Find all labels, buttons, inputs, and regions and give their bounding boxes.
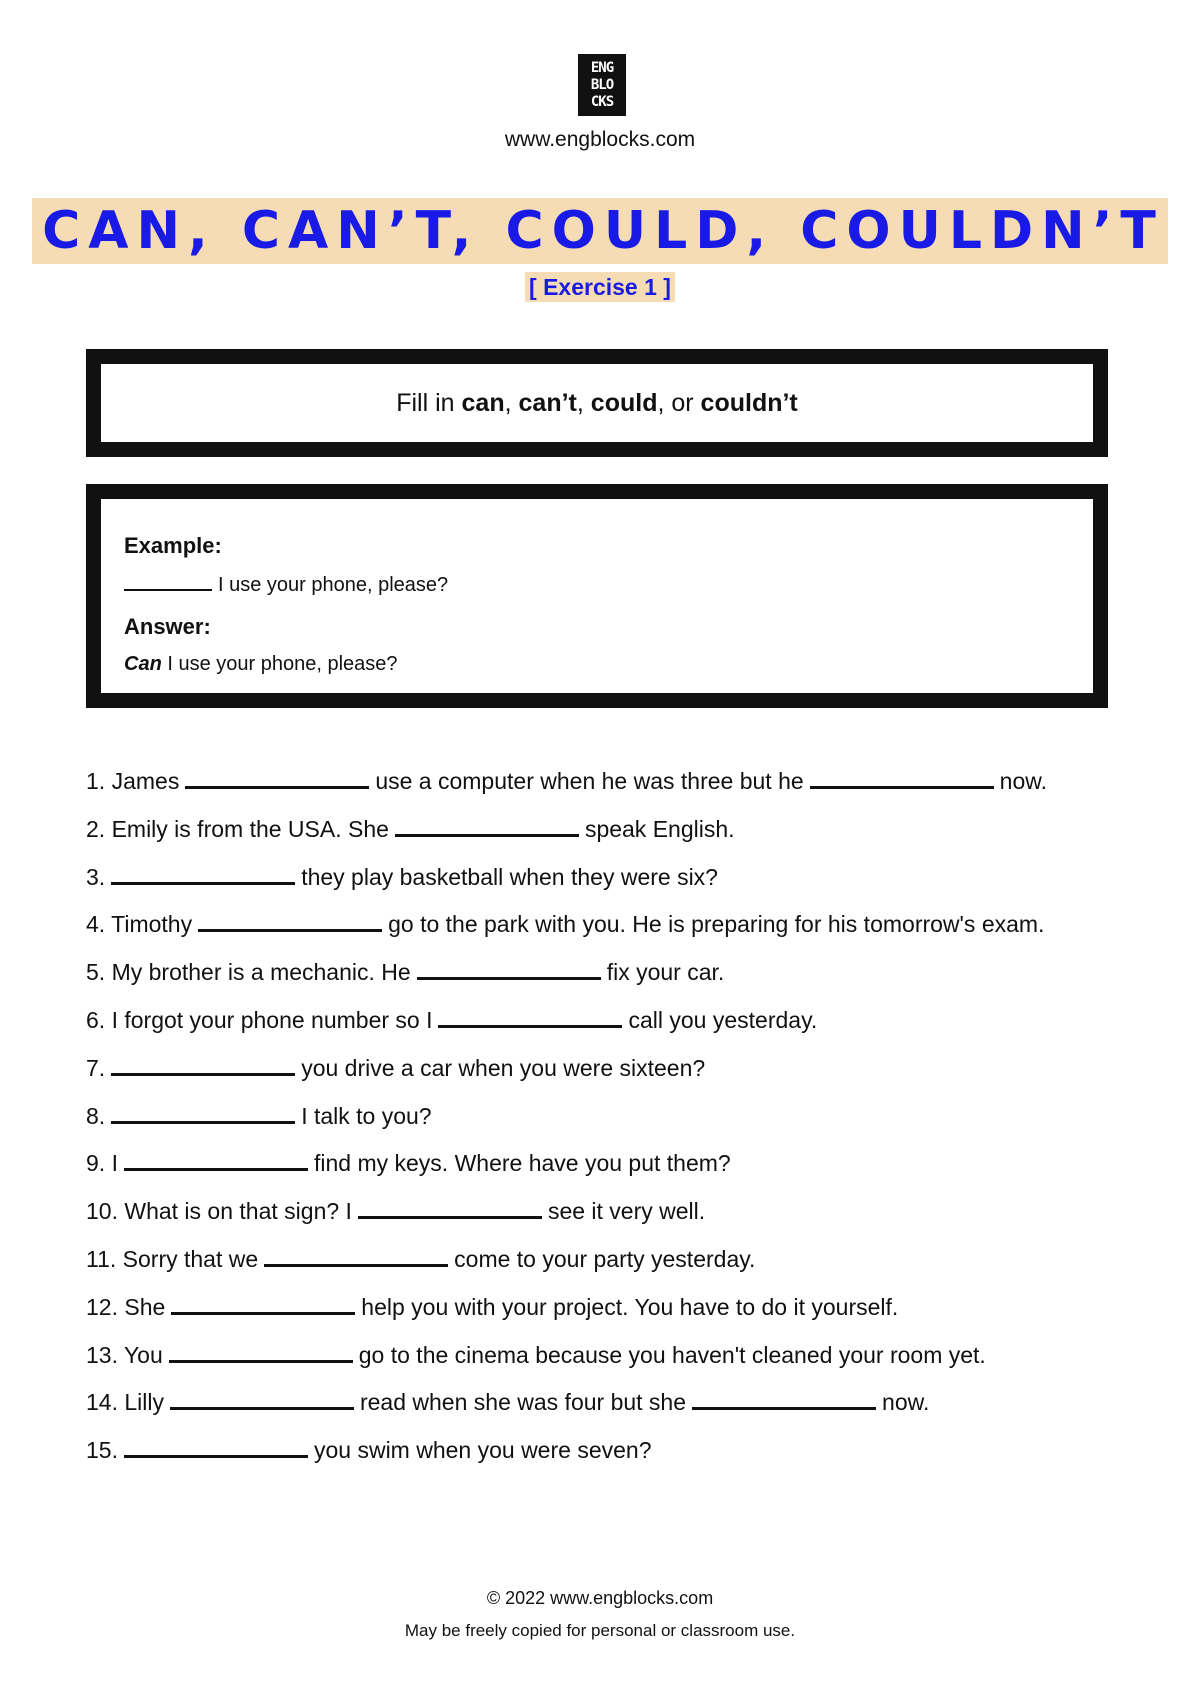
instruction-text (396, 389, 798, 418)
answer-word: Can (124, 653, 162, 675)
item-text-middle: read when she was four but she (359, 1389, 687, 1416)
answer-label: Answer: (124, 614, 211, 639)
item-text-after: I talk to you? (301, 1102, 432, 1129)
exercise-item (86, 1242, 1126, 1290)
instruction-word-couldnt: couldn’t (700, 388, 798, 417)
exercise-item (86, 1433, 1126, 1481)
item-text-after: now. (882, 1389, 930, 1416)
exercise-item (86, 1385, 1126, 1433)
answer-blank[interactable] (124, 1433, 308, 1458)
item-text-before: 3. (86, 863, 106, 890)
instruction-sep: , (504, 388, 519, 417)
item-text-before: 14. Lilly (86, 1389, 164, 1416)
instruction-word-could: could (590, 388, 658, 417)
exercise-item (86, 1338, 1126, 1386)
item-text-before: 7. (86, 1054, 106, 1081)
answer-blank[interactable] (692, 1385, 876, 1410)
answer-blank[interactable] (111, 1051, 295, 1076)
example-box (86, 484, 1108, 708)
answer-blank[interactable] (438, 1003, 622, 1028)
item-text-after: come to your party yesterday. (454, 1245, 756, 1272)
answer-blank[interactable] (395, 812, 579, 837)
example-text: I use your phone, please? (218, 574, 449, 596)
exercise-item (86, 1003, 1126, 1051)
item-text-after: they play basketball when they were six? (301, 863, 718, 890)
answer-blank[interactable] (264, 1242, 448, 1267)
page-title: CAN, CAN’T, COULD, COULDN’T (32, 198, 1168, 264)
exercise-item (86, 1290, 1126, 1338)
item-text-after: speak English. (584, 815, 735, 842)
answer-blank[interactable] (111, 860, 295, 885)
exercise-subtitle: [ Exercise 1 ] (525, 272, 675, 302)
footer-copyright: © 2022 www.engblocks.com (486, 1588, 714, 1608)
title-container (0, 198, 1200, 264)
item-text-before: 12. She (86, 1293, 166, 1320)
answer-blank[interactable] (170, 1385, 354, 1410)
footer-license: May be freely copied for personal or classroom use. (404, 1621, 796, 1640)
answer-blank[interactable] (111, 1099, 295, 1124)
item-text-before: 11. Sorry that we (86, 1245, 259, 1272)
item-text-before: 5. My brother is a mechanic. He (86, 959, 411, 986)
item-text-after: you drive a car when you were sixteen? (301, 1054, 706, 1081)
instruction-sep: , (576, 388, 591, 417)
answer-blank[interactable] (171, 1290, 355, 1315)
exercise-item (86, 860, 1126, 908)
item-text-before: 2. Emily is from the USA. She (86, 815, 389, 842)
answer-blank[interactable] (124, 1146, 308, 1171)
item-text-before: 4. Timothy (86, 911, 193, 938)
exercise-item (86, 764, 1126, 812)
item-text-after: now. (999, 768, 1047, 794)
item-text-before: 9. I (86, 1150, 118, 1177)
answer-sentence (124, 650, 1093, 678)
item-text-before: 8. (86, 1102, 106, 1129)
logo-line-1: ENG (590, 59, 614, 76)
item-text-after: call you yesterday. (628, 1006, 818, 1033)
item-text-before: 10. What is on that sign? I (86, 1198, 352, 1225)
answer-text: I use your phone, please? (167, 653, 398, 675)
example-blank (124, 569, 212, 591)
answer-blank[interactable] (358, 1194, 542, 1219)
item-text-after: you swim when you were seven? (313, 1437, 652, 1464)
exercise-item (86, 1099, 1126, 1147)
item-text-after: help you with your project. You have to do it yourself. (361, 1293, 899, 1320)
site-url: www.engblocks.com (504, 128, 696, 151)
answer-blank[interactable] (417, 955, 601, 980)
answer-blank[interactable] (810, 764, 994, 789)
engblocks-logo (578, 54, 626, 116)
instruction-box (86, 349, 1108, 457)
item-text-middle: use a computer when he was three but he (375, 768, 804, 794)
example-label: Example: (124, 533, 222, 558)
item-text-after: see it very well. (547, 1198, 706, 1225)
item-text-before: 6. I forgot your phone number so I (86, 1006, 433, 1033)
answer-blank[interactable] (185, 764, 369, 789)
logo-line-2: BLO (590, 76, 614, 93)
instruction-sep: , or (657, 388, 701, 417)
instruction-word-cant: can’t (518, 388, 577, 417)
exercise-item (86, 812, 1126, 860)
item-text-before: 1. James (86, 768, 180, 794)
item-text-after: go to the cinema because you haven't cleaned your room yet. (358, 1341, 986, 1368)
item-text-before: 15. (86, 1437, 118, 1464)
logo-line-3: CKS (590, 93, 614, 110)
instruction-word-can: can (461, 388, 505, 417)
instruction-prefix: Fill in (396, 388, 462, 417)
example-sentence (124, 569, 1093, 599)
exercise-item (86, 1146, 1126, 1194)
answer-blank[interactable] (169, 1338, 353, 1363)
answer-blank[interactable] (198, 907, 382, 932)
exercise-item (86, 955, 1126, 1003)
subtitle-container (0, 272, 1200, 302)
item-text-after: go to the park with you. He is preparing for his tomorrow's exam. (388, 911, 1045, 938)
item-text-after: fix your car. (606, 959, 725, 986)
exercise-item (86, 907, 1126, 955)
item-text-before: 13. You (86, 1341, 163, 1368)
exercise-item (86, 1194, 1126, 1242)
exercise-item (86, 1051, 1126, 1099)
exercise-list (86, 764, 1126, 1481)
item-text-after: find my keys. Where have you put them? (313, 1150, 731, 1177)
